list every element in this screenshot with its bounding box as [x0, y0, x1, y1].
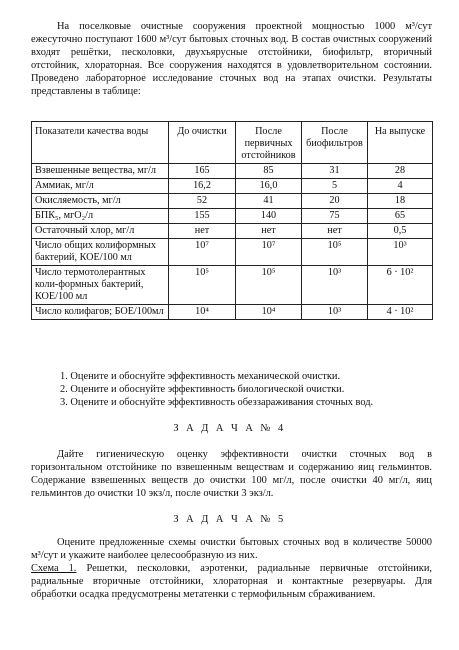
cell-value: 4	[368, 179, 433, 194]
table-row	[32, 239, 433, 266]
cell-value: 16,2	[169, 179, 236, 194]
cell-value: 10⁷	[169, 239, 236, 266]
cell-value: 85	[236, 164, 302, 179]
table-row	[32, 224, 433, 239]
task5-title: З А Д А Ч А № 5	[173, 514, 286, 525]
header-before: До очистки	[169, 122, 236, 164]
header-after-primary: После первичных отстойников	[236, 122, 302, 164]
cell-value: 28	[368, 164, 433, 179]
cell-value: 10⁵	[169, 266, 236, 305]
cell-value: нет	[236, 224, 302, 239]
row-indicator: Число колифагов; БОЕ/100мл	[32, 305, 169, 320]
row-indicator: Окисляемость, мг/л	[32, 194, 169, 209]
list-item: 3. Оцените и обоснуйте эффективность обеззараживания сточных вод.	[60, 397, 374, 408]
cell-value: 10³	[368, 239, 433, 266]
list-item: 2. Оцените и обоснуйте эффективность биологической очистки.	[60, 384, 345, 395]
cell-value: 5	[302, 179, 368, 194]
cell-value: 155	[169, 209, 236, 224]
table-row	[32, 266, 433, 305]
cell-value: 41	[236, 194, 302, 209]
task5-text: Оцените предложенные схемы очистки бытовых сточных вод в количестве 50000 м³/сут и укажите наиболее целесообразную из них.	[31, 537, 432, 561]
cell-value: 10⁷	[236, 239, 302, 266]
row-indicator: Число общих колиформных бактерий, КОЕ/100 мл	[32, 239, 169, 266]
table-row	[32, 305, 433, 320]
list-item: 1. Оцените и обоснуйте эффективность механической очистки.	[60, 371, 341, 382]
row-indicator: Аммиак, мг/л	[32, 179, 169, 194]
cell-value: 16,0	[236, 179, 302, 194]
cell-value: 75	[302, 209, 368, 224]
row-indicator: Взвешенные вещества, мг/л	[32, 164, 169, 179]
problem-intro	[31, 20, 432, 98]
results-table	[31, 121, 433, 320]
cell-value: 4 · 10²	[368, 305, 433, 320]
cell-value: 165	[169, 164, 236, 179]
cell-value: 10⁴	[236, 305, 302, 320]
cell-value: 10⁵	[236, 266, 302, 305]
cell-value: 10³	[302, 305, 368, 320]
cell-value: нет	[169, 224, 236, 239]
scheme-1-label: Схема 1.	[31, 563, 77, 574]
cell-value: нет	[302, 224, 368, 239]
cell-value: 31	[302, 164, 368, 179]
cell-value: 52	[169, 194, 236, 209]
table-row	[32, 179, 433, 194]
intro-paragraph: На поселковые очистные сооружения проектной мощностью 1000 м³/сут ежесуточно поступают 1600 м³/сут бытовых сточных вод. В состав очистных сооружений входят решётки, песколовки, двухъярусные отстойники, биофильтр, вторичный отстойник, хлораторная. Все сооружения находятся в удовлетворительном состоянии. Проведено лабораторное исследование сточных вод на этапах очистки. Результаты представлены в таблице:	[31, 21, 432, 97]
cell-value: 65	[368, 209, 433, 224]
header-indicator: Показатели качества воды	[32, 122, 169, 164]
task4-text: Дайте гигиеническую оценку эффективности очистки сточных вод в горизонтальном отстойнике по взвешенным веществам и содержанию яиц гельминтов. Содержание взвешенных веществ до очистки 100 мг/л, после очистки 40 мг/л, яиц гельминтов до очистки 10 экз/л, после очистки 3 экз/л.	[31, 449, 432, 499]
table-row	[32, 194, 433, 209]
cell-value: 18	[368, 194, 433, 209]
row-indicator: Остаточный хлор, мг/л	[32, 224, 169, 239]
scheme-1-text: Решетки, песколовки, аэротенки, радиальные первичные отстойники, радиальные вторичные отстойники, хлораторная и контактные резервуары. Для обработки осадка предусмотрены метатенки с термофильным сбраживанием.	[31, 563, 432, 600]
cell-value: 10⁴	[169, 305, 236, 320]
task4-title: З А Д А Ч А № 4	[173, 423, 286, 434]
table-header-row	[32, 122, 433, 164]
table-row	[32, 164, 433, 179]
cell-value: 10⁵	[302, 239, 368, 266]
task4-text-block	[31, 448, 432, 500]
task5-text-block	[31, 536, 432, 601]
scheme-1-paragraph	[31, 562, 432, 601]
question-list	[60, 370, 440, 409]
header-after-biofilter: После биофильтров	[302, 122, 368, 164]
cell-value: 10³	[302, 266, 368, 305]
cell-value: 20	[302, 194, 368, 209]
cell-value: 0,5	[368, 224, 433, 239]
row-indicator: БПК₅, мгО₂/л	[32, 209, 169, 224]
table-row	[32, 209, 433, 224]
row-indicator: Число термотолерантных коли-формных бактерий, КОЕ/100 мл	[32, 266, 169, 305]
cell-value: 140	[236, 209, 302, 224]
cell-value: 6 · 10²	[368, 266, 433, 305]
header-outlet: На выпуске	[368, 122, 433, 164]
